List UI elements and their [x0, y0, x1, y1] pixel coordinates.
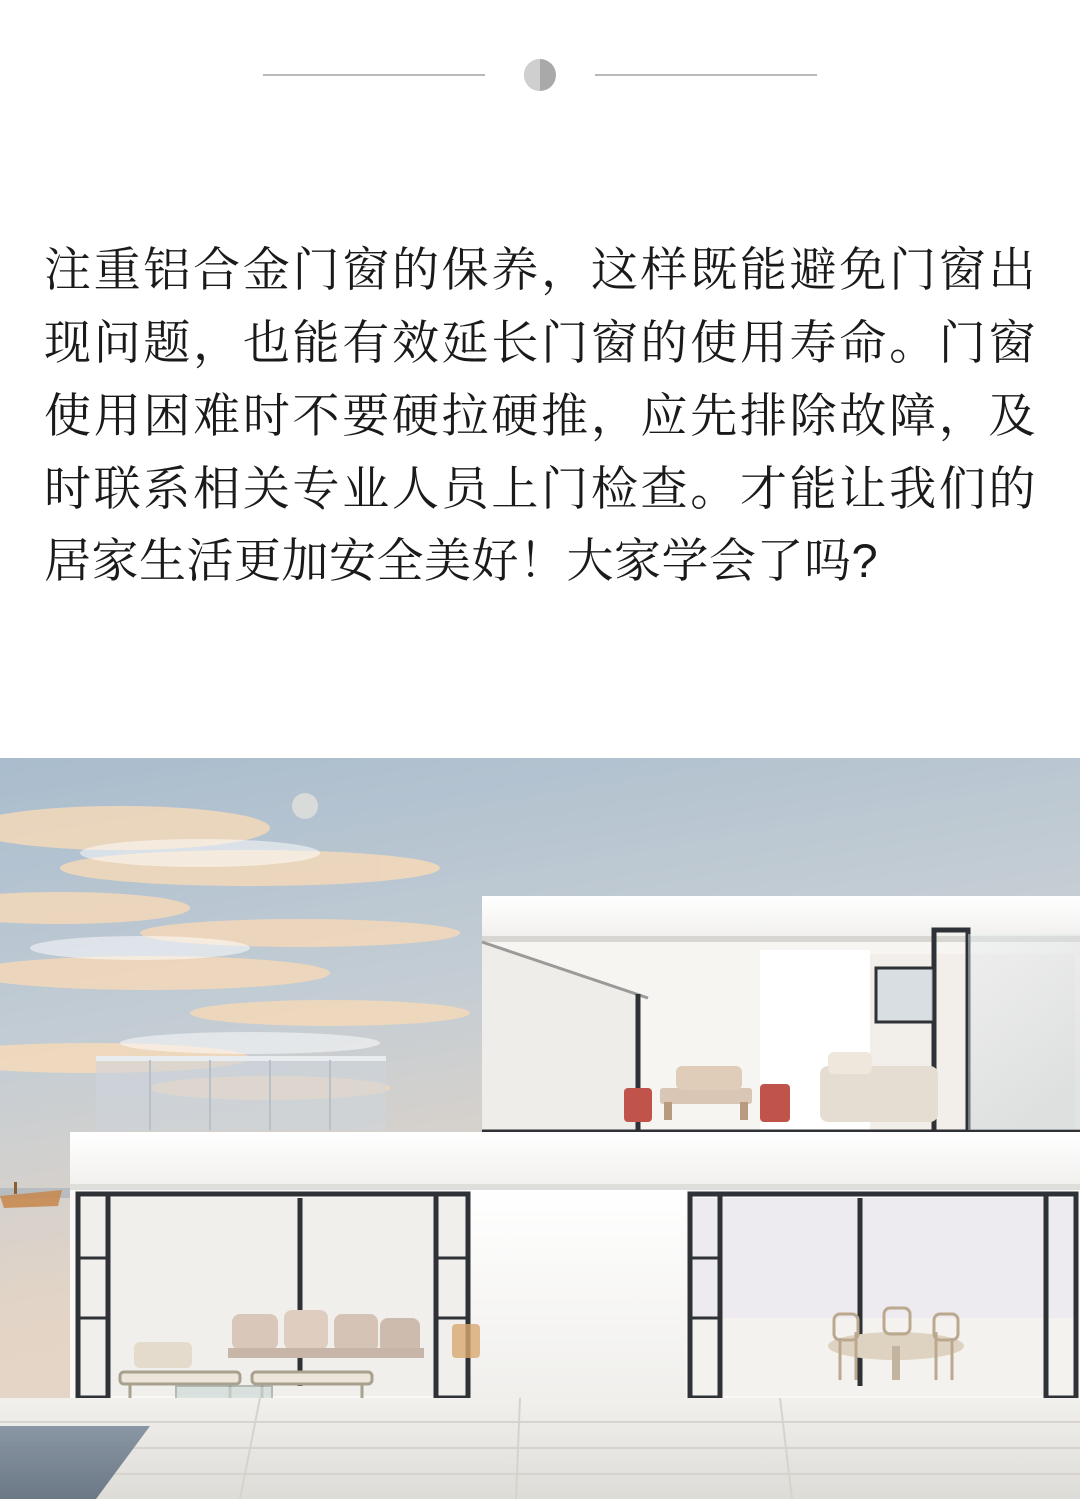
divider-dot-wrap — [485, 59, 595, 91]
divider-rule-left — [263, 74, 485, 76]
divider-rule-right — [595, 74, 817, 76]
section-divider — [0, 0, 1080, 150]
villa-illustration-icon — [0, 758, 1080, 1499]
article-paragraph: 注重铝合金门窗的保养，这样既能避免门窗出现问题，也能有效延长门窗的使用寿命。门窗使用困难时不要硬拉硬推，应先排除故障，及时联系相关专业人员上门检查。才能让我们的居家生活更加安全美好！大家学会了吗? — [44, 243, 1036, 588]
two-tone-circle-ornament-icon — [524, 59, 556, 91]
terrace-railing — [96, 1056, 386, 1130]
villa-photo — [0, 758, 1080, 1499]
